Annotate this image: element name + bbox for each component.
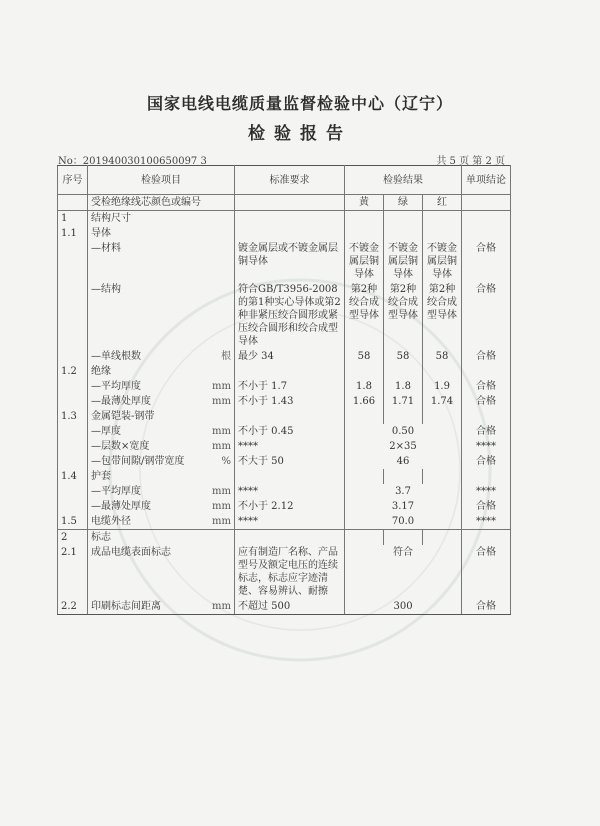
table-row	[58, 409, 511, 424]
row-seq	[58, 241, 88, 282]
inspection-table	[57, 165, 511, 615]
row-conclusion: 合格	[462, 424, 511, 439]
row-conclusion: ****	[462, 439, 511, 454]
col-seq: 序号	[58, 166, 88, 195]
row-standard: 最少 34	[235, 349, 345, 364]
row-item	[88, 514, 235, 530]
row-item	[88, 599, 235, 615]
row-conclusion: 合格	[462, 499, 511, 514]
row-item-label: —层数×宽度	[91, 441, 150, 452]
col-standard: 标准要求	[235, 166, 345, 195]
row-item	[88, 241, 235, 282]
row-seq: 1.4	[58, 469, 88, 484]
row-result-1	[345, 364, 384, 379]
table-row	[58, 499, 511, 514]
row-standard: ****	[235, 484, 345, 499]
row-result-1	[345, 226, 384, 241]
table-row	[58, 439, 511, 454]
report-number: No：201940030100650097 3	[58, 156, 207, 167]
row-result-2: 1.71	[384, 394, 423, 409]
table-row	[58, 484, 511, 499]
row-conclusion	[462, 226, 511, 241]
row-result-3: 1.74	[423, 394, 462, 409]
row-item	[88, 211, 235, 227]
row-conclusion	[462, 409, 511, 424]
row-standard: 不小于 2.12	[235, 499, 345, 514]
row-item-label: 金属铠装-钢带	[91, 411, 155, 422]
row-standard	[235, 226, 345, 241]
row-result: 符合	[345, 545, 462, 599]
row-result-1	[345, 530, 384, 546]
row-unit: mm	[212, 486, 231, 497]
row-result-3: 58	[423, 349, 462, 364]
row-standard: 不小于 1.43	[235, 394, 345, 409]
row-result-1	[345, 211, 384, 227]
row-conclusion: 合格	[462, 394, 511, 409]
row-item-label: —最薄处厚度	[91, 396, 151, 407]
row-conclusion: 合格	[462, 241, 511, 282]
row-item-label: —最薄处厚度	[91, 501, 151, 512]
row-conclusion: 合格	[462, 349, 511, 364]
row-result-3	[423, 226, 462, 241]
row-result-3	[423, 211, 462, 227]
row-conclusion	[462, 469, 511, 484]
row-item	[88, 364, 235, 379]
row-result-1	[345, 469, 384, 484]
report-title: 检验报告	[248, 124, 352, 144]
row-result-2	[384, 211, 423, 227]
col-result: 检验结果	[345, 166, 462, 195]
row-seq: 1.2	[58, 364, 88, 379]
row-item-label: 导体	[91, 228, 111, 239]
row-standard: 不超过 500	[235, 599, 345, 615]
row-seq: 1.1	[58, 226, 88, 241]
row-result-2	[384, 530, 423, 546]
row-result: 300	[345, 599, 462, 615]
row-unit: mm	[212, 601, 231, 612]
row-standard: 不小于 0.45	[235, 424, 345, 439]
row-item-label: —包带间隙/钢带宽度	[91, 456, 185, 467]
row-standard	[235, 409, 345, 424]
row-seq: 1.5	[58, 514, 88, 530]
header-row	[58, 166, 511, 195]
core-label: 受检绝缘线芯颜色或编号	[88, 195, 235, 211]
row-result-3	[423, 409, 462, 424]
row-conclusion: 合格	[462, 379, 511, 394]
table-row	[58, 364, 511, 379]
row-item-label: 绝缘	[91, 366, 111, 377]
row-item-label: 护套	[91, 471, 111, 482]
table-row	[58, 211, 511, 227]
row-seq: 2.2	[58, 599, 88, 615]
row-item-label: 标志	[91, 532, 111, 543]
row-result-2	[384, 469, 423, 484]
core-color-2: 绿	[384, 195, 423, 211]
row-item-label: —厚度	[91, 426, 121, 437]
row-standard	[235, 211, 345, 227]
row-result-1: 不镀金属层铜导体	[345, 241, 384, 282]
row-result-2	[384, 364, 423, 379]
table-row	[58, 530, 511, 546]
row-seq: 1	[58, 211, 88, 227]
row-standard: 应有制造厂名称、产品型号及额定电压的连续标志，标志应字迹清楚、容易辨认、耐擦	[235, 545, 345, 599]
table-row	[58, 394, 511, 409]
row-result: 2×35	[345, 439, 462, 454]
row-conclusion: ****	[462, 484, 511, 499]
row-standard: 不大于 50	[235, 454, 345, 469]
row-standard	[235, 530, 345, 546]
row-standard: ****	[235, 439, 345, 454]
row-seq	[58, 394, 88, 409]
table-row	[58, 379, 511, 394]
table-row	[58, 514, 511, 530]
row-seq	[58, 499, 88, 514]
row-result-2	[384, 226, 423, 241]
row-item-label: 结构尺寸	[91, 213, 131, 224]
row-item	[88, 394, 235, 409]
row-item	[88, 349, 235, 364]
row-item	[88, 379, 235, 394]
row-standard: ****	[235, 514, 345, 530]
row-result-3: 第2种绞合成型导体	[423, 282, 462, 349]
row-result-1: 1.8	[345, 379, 384, 394]
row-seq: 1.3	[58, 409, 88, 424]
org-title: 国家电线电缆质量监督检验中心（辽宁）	[146, 94, 453, 113]
row-conclusion: 合格	[462, 454, 511, 469]
table-row	[58, 226, 511, 241]
row-item-label: —单线根数	[91, 351, 141, 362]
row-result-3	[423, 530, 462, 546]
table-row	[58, 599, 511, 615]
row-item	[88, 409, 235, 424]
row-seq: 2.1	[58, 545, 88, 599]
row-seq	[58, 454, 88, 469]
row-result-3: 不镀金属层铜导体	[423, 241, 462, 282]
row-item-label: —平均厚度	[91, 486, 141, 497]
row-item-label: 成品电缆表面标志	[91, 547, 171, 558]
row-unit: mm	[212, 441, 231, 452]
table-row	[58, 469, 511, 484]
row-seq	[58, 282, 88, 349]
row-result: 70.0	[345, 514, 462, 530]
row-standard: 镀金属层或不镀金属层铜导体	[235, 241, 345, 282]
row-unit: %	[221, 456, 231, 467]
row-item	[88, 484, 235, 499]
row-conclusion	[462, 211, 511, 227]
row-result-1: 第2种绞合成型导体	[345, 282, 384, 349]
row-result-3	[423, 364, 462, 379]
core-row	[58, 195, 511, 211]
row-conclusion: 合格	[462, 282, 511, 349]
row-result-2: 58	[384, 349, 423, 364]
row-item	[88, 439, 235, 454]
row-item	[88, 499, 235, 514]
row-conclusion	[462, 364, 511, 379]
row-unit: mm	[212, 426, 231, 437]
row-result-3	[423, 469, 462, 484]
page-info: 共 5 页 第 2 页	[436, 156, 505, 167]
table-row	[58, 454, 511, 469]
row-unit: 根	[221, 351, 231, 362]
row-conclusion: 合格	[462, 545, 511, 599]
row-result-2: 1.8	[384, 379, 423, 394]
row-conclusion	[462, 530, 511, 546]
row-unit: mm	[212, 516, 231, 527]
row-seq	[58, 439, 88, 454]
row-result: 0.50	[345, 424, 462, 439]
row-item	[88, 454, 235, 469]
row-unit: mm	[212, 381, 231, 392]
row-seq	[58, 424, 88, 439]
table-row	[58, 424, 511, 439]
table-row	[58, 241, 511, 282]
row-item-label: 印刷标志间距离	[91, 601, 161, 612]
row-item	[88, 226, 235, 241]
row-seq	[58, 349, 88, 364]
row-result: 3.17	[345, 499, 462, 514]
row-unit: mm	[212, 396, 231, 407]
row-standard	[235, 364, 345, 379]
row-result-2	[384, 409, 423, 424]
row-conclusion: 合格	[462, 599, 511, 615]
row-result: 46	[345, 454, 462, 469]
core-color-1: 黄	[345, 195, 384, 211]
col-conclusion: 单项结论	[462, 166, 511, 195]
row-conclusion: ****	[462, 514, 511, 530]
row-seq	[58, 484, 88, 499]
row-result-2: 不镀金属层铜导体	[384, 241, 423, 282]
row-seq: 2	[58, 530, 88, 546]
row-item	[88, 424, 235, 439]
row-item-label: —材料	[91, 243, 121, 254]
row-standard: 符合GB/T3956-2008的第1种实心导体或第2种非紧压绞合圆形或紧压绞合圆形和绞合成型导体	[235, 282, 345, 349]
row-result-1	[345, 409, 384, 424]
table-row	[58, 282, 511, 349]
row-unit: mm	[212, 501, 231, 512]
row-result: 3.7	[345, 484, 462, 499]
row-item	[88, 530, 235, 546]
row-item-label: —结构	[91, 284, 121, 295]
row-standard: 不小于 1.7	[235, 379, 345, 394]
row-result-1: 1.66	[345, 394, 384, 409]
row-standard	[235, 469, 345, 484]
row-seq	[58, 379, 88, 394]
col-item: 检验项目	[88, 166, 235, 195]
row-result-1: 58	[345, 349, 384, 364]
row-item	[88, 545, 235, 599]
table-row	[58, 545, 511, 599]
core-color-3: 红	[423, 195, 462, 211]
table-row	[58, 349, 511, 364]
row-result-2: 第2种绞合成型导体	[384, 282, 423, 349]
row-item	[88, 469, 235, 484]
row-item	[88, 282, 235, 349]
row-result-3: 1.9	[423, 379, 462, 394]
row-item-label: 电缆外径	[91, 516, 131, 527]
row-item-label: —平均厚度	[91, 381, 141, 392]
